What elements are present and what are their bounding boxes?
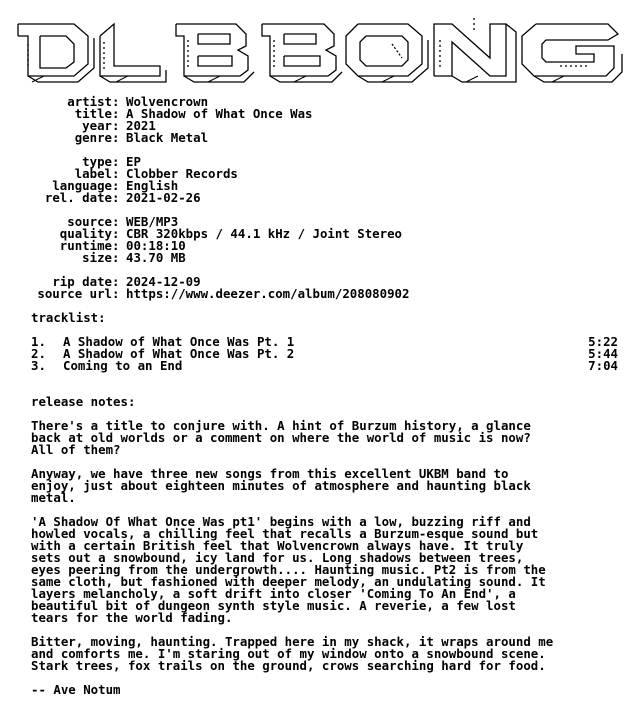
release-notes-heading: release notes: [31,394,136,409]
logo-letter-b-2 [262,24,342,82]
meta-key: source url [37,286,112,301]
logo-decoration-ticks [32,76,564,82]
track-row [31,360,621,372]
meta-value-source: WEB/MP3 [126,214,179,229]
meta-value-genre: Black Metal [126,130,209,145]
track-length: 5:44 [588,346,618,361]
track-title: A Shadow of What Once Was Pt. 2 [63,346,295,361]
release-notes-paragraph-4: Bitter, moving, haunting. Trapped here in my shack, it wraps around me and comforts me. I'm staring out of my window onto a snowbound scene. Stark trees, fox trails on the ground, crows searching hard for food. [31,634,554,673]
logo-letter-l [100,24,166,82]
meta-key: runtime [59,238,112,253]
meta-colon: : [112,130,120,145]
meta-row-reldate [0,192,632,204]
logo-letter-g [522,24,622,82]
ascii-logo [4,14,628,84]
tracklist-heading: tracklist: [31,310,106,325]
meta-key: language [52,178,112,193]
meta-colon: : [112,178,120,193]
meta-colon: : [112,286,120,301]
release-notes-section [31,396,621,708]
meta-value-reldate: 2021-02-26 [126,190,201,205]
meta-value-year: 2021 [126,118,156,133]
meta-key: year [82,118,112,133]
meta-row-genre [0,132,632,144]
meta-row-sourceurl [0,288,632,300]
meta-value-title: A Shadow of What Once Was [126,106,313,121]
meta-key: genre [74,130,112,145]
meta-value-ripdate: 2024-12-09 [126,274,201,289]
meta-colon: : [112,154,120,169]
meta-value-quality: CBR 320kbps / 44.1 kHz / Joint Stereo [126,226,403,241]
meta-value-label: Clobber Records [126,166,238,181]
release-notes-signature: -- Ave Notum [31,682,121,697]
tracklist-section [31,312,621,372]
track-title: Coming to an End [63,358,183,373]
meta-key: rel. date [44,190,112,205]
meta-value-runtime: 00:18:10 [126,238,186,253]
meta-value-size: 43.70 MB [126,250,186,265]
meta-key: type [82,154,112,169]
meta-value-sourceurl: https://www.deezer.com/album/208080902 [126,286,410,301]
track-number: 3. [31,358,46,373]
ascii-logo-art [4,14,628,84]
track-length: 5:22 [588,334,618,349]
release-notes-paragraph-3: 'A Shadow Of What Once Was pt1' begins with a low, buzzing riff and howled vocals, a chilling feel that recalls a Burzum-esque sound but with a certain British feel that Wolvencrown always have. It truly sets out a snowbound, icy land for us. Long shadows between trees, eyes peering from the undergrowth.... Haunting music. Pt2 is from the same cloth, but fashioned with deeper melody, an undulating sound. It layers melancholy, a soft drift into closer 'Coming To An End', a beautiful bit of dungeon synth style music. A reverie, a few lost tears for the world fading. [31,514,546,625]
meta-colon: : [112,238,120,253]
meta-key: rip date [52,274,112,289]
meta-colon: : [112,118,120,133]
meta-value-language: English [126,178,179,193]
track-length: 7:04 [588,358,618,373]
meta-colon: : [112,106,120,121]
track-number: 1. [31,334,46,349]
meta-value-type: EP [126,154,141,169]
release-metadata [0,96,632,300]
release-notes-paragraph-1: There's a title to conjure with. A hint of Burzum history, a glance back at old worlds or a comment on where the world of music is now? All of them? [31,418,531,457]
track-title: A Shadow of What Once Was Pt. 1 [63,334,295,349]
logo-letter-b-1 [176,24,254,82]
meta-colon: : [112,190,120,205]
meta-key: size [82,250,112,265]
release-notes-paragraph-2: Anyway, we have three new songs from this excellent UKBM band to enjoy, just about eighteen minutes of atmosphere and haunting black metal. [31,466,531,505]
meta-key: quality [59,226,112,241]
meta-colon: : [112,94,120,109]
meta-key: title [74,106,112,121]
meta-colon: : [112,274,120,289]
meta-row-size [0,252,632,264]
meta-colon: : [112,214,120,229]
logo-letter-d [18,24,94,82]
track-number: 2. [31,346,46,361]
meta-colon: : [112,166,120,181]
logo-letter-o [346,24,428,82]
logo-letter-n [434,18,516,82]
meta-key: label [74,166,112,181]
meta-value-artist: Wolvencrown [126,94,209,109]
meta-key: source [67,214,112,229]
meta-colon: : [112,250,120,265]
meta-colon: : [112,226,120,241]
meta-key: artist [67,94,112,109]
